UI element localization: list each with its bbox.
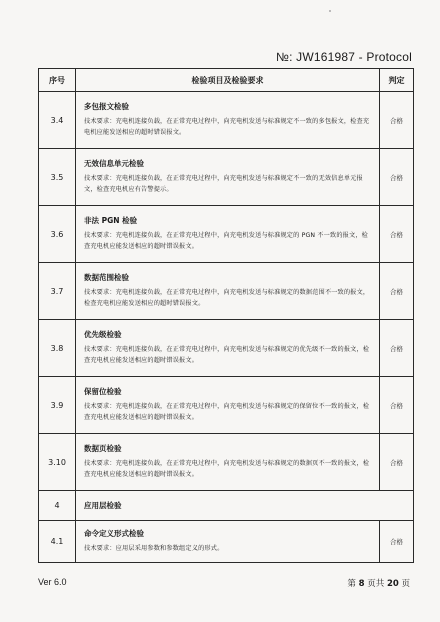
- row-result: 合格: [380, 434, 414, 491]
- item-title: 优先级检验: [84, 330, 122, 339]
- row-number: 3.7: [39, 263, 76, 320]
- section-number: 4: [39, 491, 76, 521]
- table-row: [39, 206, 414, 263]
- document-number: №: JW161987 - Protocol: [276, 50, 412, 64]
- item-title: 数据页检验: [84, 444, 122, 453]
- table-row: [39, 377, 414, 434]
- row-item: [76, 92, 380, 149]
- footer-page-info: [347, 577, 410, 589]
- table-row: [39, 263, 414, 320]
- table-row: [39, 92, 414, 149]
- item-description: 技术要求：充电机连接负载，在正常充电过程中，向充电机发送与标准规定的数据范围不一致的报文，检查充电机应能发送相应的超时错误报文。: [84, 289, 370, 307]
- row-number: 3.6: [39, 206, 76, 263]
- item-description: 技术要求：充电机连接负载，在正常充电过程中，向充电机发送与标准规定的数据页不一致的报文，检查充电机应能发送相应的超时错误报文。: [84, 460, 370, 478]
- item-description: 技术要求：充电机连接负载，在正常充电过程中，向充电机发送与标准规定不一致的多包报文，检查充电机应能发送相应的超时错误报文。: [84, 118, 370, 136]
- page-total: 20: [386, 579, 399, 589]
- section-title: 应用层检验: [76, 491, 414, 521]
- table-row: [39, 320, 414, 377]
- page-current: 8: [358, 579, 365, 589]
- header-item: 检验项目及检验要求: [76, 69, 380, 92]
- header-result: 判定: [380, 69, 414, 92]
- row-item: [76, 320, 380, 377]
- row-item: [76, 377, 380, 434]
- row-result: 合格: [380, 263, 414, 320]
- table-row: [39, 149, 414, 206]
- row-number: 3.9: [39, 377, 76, 434]
- page-suffix: 页: [401, 579, 410, 589]
- item-title: 无效信息单元检验: [84, 159, 144, 168]
- scan-dot: [329, 10, 331, 12]
- row-result: 合格: [380, 92, 414, 149]
- header-seq: 序号: [39, 69, 76, 92]
- row-number: 3.5: [39, 149, 76, 206]
- item-title: 数据范围检验: [84, 273, 129, 282]
- item-description: 技术要求：充电机连接负载，在正常充电过程中，向充电机发送与标准规定不一致的无效信息单元报文，检查充电机应有告警提示。: [84, 175, 363, 193]
- row-result: 合格: [380, 206, 414, 263]
- row-item: [76, 521, 380, 563]
- row-item: [76, 206, 380, 263]
- item-description: 技术要求：充电机连接负载，在正常充电过程中，向充电机发送与标准规定的 PGN 不一致的报文，检查充电机应能发送相应的超时错误报文。: [84, 232, 369, 250]
- item-title: 命令定义形式检验: [84, 529, 144, 538]
- row-result: 合格: [380, 320, 414, 377]
- row-item: [76, 434, 380, 491]
- item-title: 多包报文检验: [84, 102, 129, 111]
- item-description: 技术要求：应用层采用参数和参数组定义的形式。: [84, 545, 224, 552]
- row-number: 3.8: [39, 320, 76, 377]
- footer-version: Ver 6.0: [38, 577, 67, 587]
- inspection-table: [38, 68, 414, 563]
- row-result: 合格: [380, 521, 414, 563]
- row-item: [76, 263, 380, 320]
- page-middle: 页共: [367, 579, 385, 589]
- row-result: 合格: [380, 377, 414, 434]
- row-number: 3.10: [39, 434, 76, 491]
- item-title: 非法 PGN 检验: [84, 216, 138, 225]
- row-number: 4.1: [39, 521, 76, 563]
- row-item: [76, 149, 380, 206]
- table-row: [39, 521, 414, 563]
- item-description: 技术要求：充电机连接负载，在正常充电过程中，向充电机发送与标准规定的优先级不一致的报文，检查充电机应能发送相应的超时错误报文。: [84, 346, 370, 364]
- row-number: 3.4: [39, 92, 76, 149]
- table-row: [39, 434, 414, 491]
- section-row: [39, 491, 414, 521]
- item-description: 技术要求：充电机连接负载，在正常充电过程中，向充电机发送与标准规定的保留位不一致的报文，检查充电机应能发送相应的超时错误报文。: [84, 403, 370, 421]
- page-prefix: 第: [347, 579, 356, 589]
- row-result: 合格: [380, 149, 414, 206]
- table-header-row: [39, 69, 414, 92]
- item-title: 保留位检验: [84, 387, 122, 396]
